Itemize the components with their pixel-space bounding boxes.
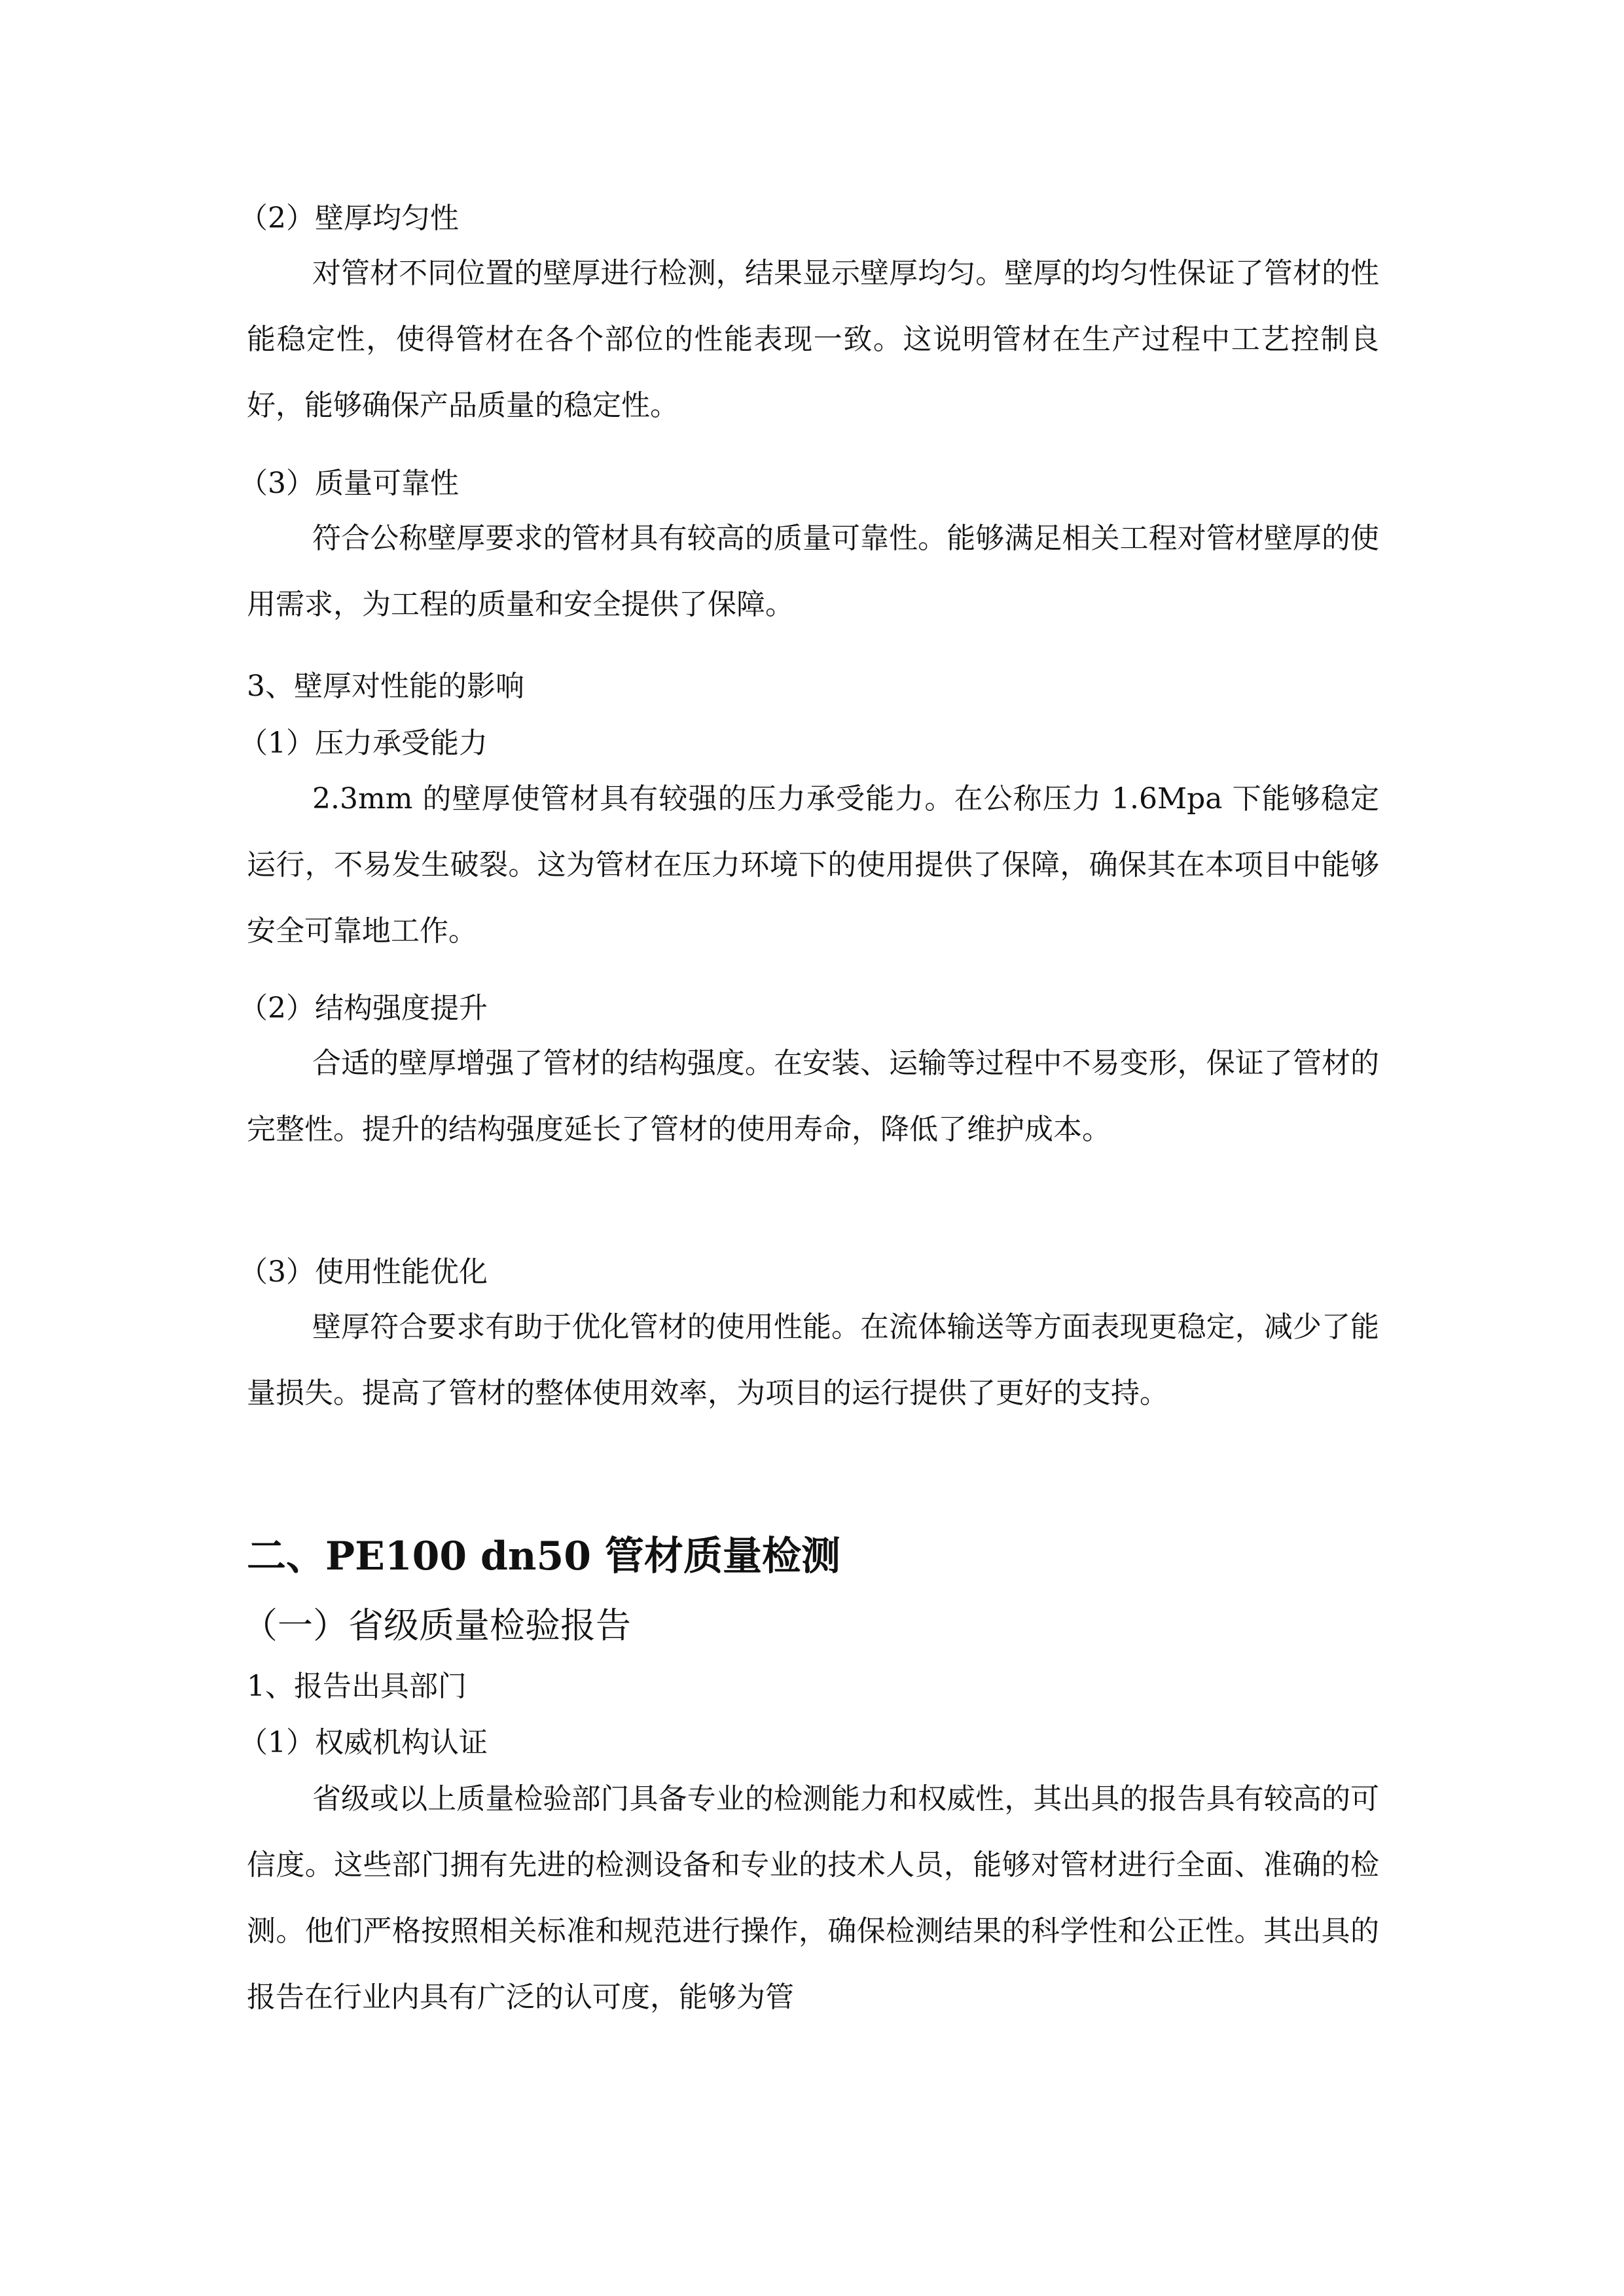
subheading-structural-strength: （2）结构强度提升 [239, 992, 488, 1025]
part-heading-provincial-report: （一）省级质量检验报告 [242, 1605, 631, 1646]
paragraph-pressure-capacity: 2.3mm 的壁厚使管材具有较强的压力承受能力。在公称压力 1.6Mpa 下能够稳定运行，不易发生破裂。这为管材在压力环境下的使用提供了保障，确保其在本项目中能够安全可靠地工作。 [247, 782, 1379, 948]
section-heading-impact-on-performance: 3、壁厚对性能的影响 [247, 670, 524, 703]
paragraph-structural-strength: 合适的壁厚增强了管材的结构强度。在安装、运输等过程中不易变形，保证了管材的完整性。提升的结构强度延长了管材的使用寿命，降低了维护成本。 [247, 1047, 1379, 1146]
subheading-authority-certification: （1）权威机构认证 [239, 1726, 488, 1759]
paragraph-wall-thickness-uniformity: 对管材不同位置的壁厚进行检测，结果显示壁厚均匀。壁厚的均匀性保证了管材的性能稳定性，使得管材在各个部位的性能表现一致。这说明管材在生产过程中工艺控制良好，能够确保产品质量的稳定性。 [247, 257, 1379, 422]
section-heading-issuing-department: 1、报告出具部门 [247, 1670, 467, 1703]
paragraph-performance-optimization: 壁厚符合要求有助于优化管材的使用性能。在流体输送等方面表现更稳定，减少了能量损失。提高了管材的整体使用效率，为项目的运行提供了更好的支持。 [247, 1310, 1379, 1410]
chapter-heading-pe100-quality-inspection: 二、PE100 dn50 管材质量检测 [247, 1534, 840, 1579]
subheading-quality-reliability: （3）质量可靠性 [239, 467, 459, 500]
paragraph-authority-certification: 省级或以上质量检验部门具备专业的检测能力和权威性，其出具的报告具有较高的可信度。这些部门拥有先进的检测设备和专业的技术人员，能够对管材进行全面、准确的检测。他们严格按照相关标准和规范进行操作，确保检测结果的科学性和公正性。其出具的报告在行业内具有广泛的认可度，能够为管 [247, 1782, 1379, 2014]
paragraph-quality-reliability: 符合公称壁厚要求的管材具有较高的质量可靠性。能够满足相关工程对管材壁厚的使用需求，为工程的质量和安全提供了保障。 [247, 522, 1379, 621]
subheading-pressure-capacity: （1）压力承受能力 [239, 726, 488, 760]
subheading-wall-thickness-uniformity: （2）壁厚均匀性 [239, 202, 459, 235]
subheading-performance-optimization: （3）使用性能优化 [239, 1255, 488, 1289]
